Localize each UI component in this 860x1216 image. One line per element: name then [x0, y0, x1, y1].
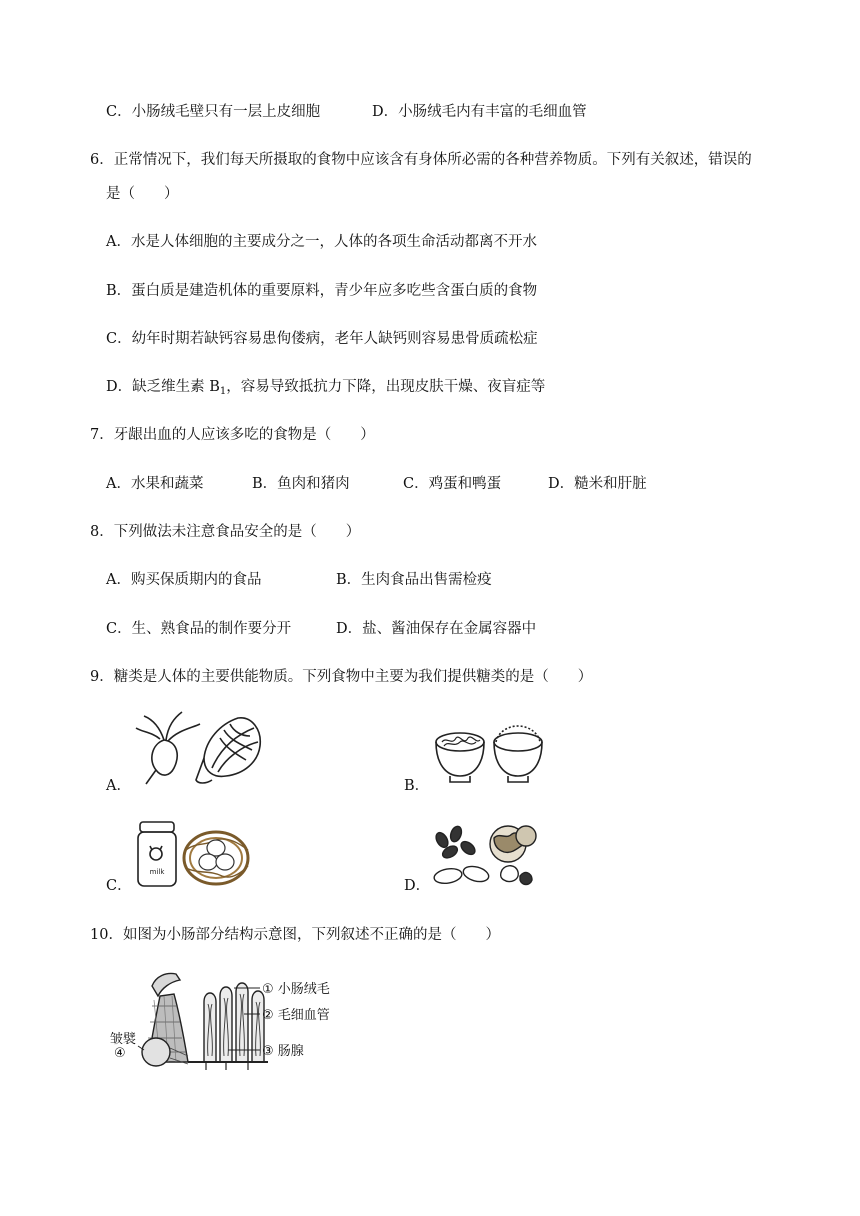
option-letter: C．	[106, 104, 132, 120]
q6-option-b	[106, 281, 537, 301]
subscript: 1	[219, 386, 227, 397]
q5-option-c	[106, 102, 320, 122]
option-letter: A．	[106, 572, 131, 588]
option-text: 生、熟食品的制作要分开	[131, 621, 292, 637]
q7-option-d	[548, 474, 647, 494]
radish-cabbage-illustration	[134, 710, 264, 785]
q7-option-c	[403, 474, 501, 494]
option-text: 鱼肉和猪肉	[277, 476, 350, 492]
option-text: 鸡蛋和鸭蛋	[428, 476, 502, 492]
option-text: 水是人体细胞的主要成分之一，人体的各项生命活动都离不开水	[130, 234, 537, 250]
q8-option-b	[336, 570, 492, 590]
label-capillary: ② 毛细血管	[262, 1008, 330, 1023]
q9-option-c-letter: C．	[106, 878, 132, 894]
option-letter: B．	[336, 572, 362, 588]
option-text: ，容易导致抵抗力下降，出现皮肤干燥、夜盲症等	[226, 379, 546, 395]
option-text: 购买保质期内的食品	[130, 572, 262, 588]
milk-eggs-illustration	[136, 820, 252, 888]
option-text: 蛋白质是建造机体的重要原料，青少年应多吃些含蛋白质的食物	[131, 283, 538, 299]
q7-stem: 7．牙龈出血的人应该多吃的食物是（ ）	[90, 427, 375, 443]
option-letter: A．	[106, 234, 131, 250]
q9-option-d-letter: D．	[404, 878, 431, 894]
option-letter: D．	[372, 104, 399, 120]
noodle-rice-bowls-illustration	[434, 724, 546, 786]
q5-option-d	[372, 102, 587, 122]
q8-option-d	[336, 619, 536, 639]
option-letter: D．	[106, 379, 133, 395]
option-text: 糙米和肝脏	[574, 476, 647, 492]
nuts-seeds-illustration	[432, 824, 540, 888]
q7-option-b	[252, 474, 350, 494]
q9-stem: 9．糖类是人体的主要供能物质。下列食物中主要为我们提供糖类的是（ ）	[90, 669, 593, 685]
q8-option-a	[106, 570, 261, 590]
option-letter: C．	[106, 621, 132, 637]
q8-stem: 8．下列做法未注意食品安全的是（ ）	[90, 524, 361, 540]
option-letter: D．	[336, 621, 363, 637]
q6-option-c	[106, 329, 538, 349]
q6-stem-continued: 是（ ）	[106, 186, 179, 202]
small-intestine-diagram	[108, 966, 348, 1076]
label-intestinal-gland: ③ 肠腺	[262, 1044, 304, 1059]
option-text: 水果和蔬菜	[130, 476, 204, 492]
q10-stem: 10．如图为小肠部分结构示意图，下列叙述不正确的是（ ）	[90, 927, 500, 943]
option-letter: D．	[548, 476, 575, 492]
milk-jar-label: milk	[149, 868, 165, 876]
q8-option-c	[106, 619, 291, 639]
label-fold-number: ④	[114, 1046, 126, 1061]
option-letter: B．	[252, 476, 278, 492]
option-letter: A．	[106, 476, 131, 492]
option-letter: C．	[403, 476, 429, 492]
option-letter: C．	[106, 331, 132, 347]
label-fold: 皱襞	[110, 1032, 137, 1047]
option-letter: B．	[106, 283, 132, 299]
q7-option-a	[106, 474, 203, 494]
option-text: 盐、酱油保存在金属容器中	[362, 621, 537, 637]
option-text: 小肠绒毛壁只有一层上皮细胞	[131, 104, 321, 120]
q6-option-d	[106, 377, 545, 402]
q9-option-a-letter: A．	[106, 778, 131, 794]
option-text: 缺乏维生素 B	[132, 379, 220, 395]
option-text: 小肠绒毛内有丰富的毛细血管	[398, 104, 587, 120]
option-text: 幼年时期若缺钙容易患佝偻病，老年人缺钙则容易患骨质疏松症	[131, 331, 538, 347]
label-villi: ① 小肠绒毛	[262, 982, 330, 997]
q6-stem: 6．正常情况下，我们每天所摄取的食物中应该含有身体所必需的各种营养物质。下列有关叙述，错误的	[90, 152, 752, 168]
q9-option-b-letter: B．	[404, 778, 430, 794]
option-text: 生肉食品出售需检疫	[361, 572, 492, 588]
q6-option-a	[106, 232, 537, 252]
